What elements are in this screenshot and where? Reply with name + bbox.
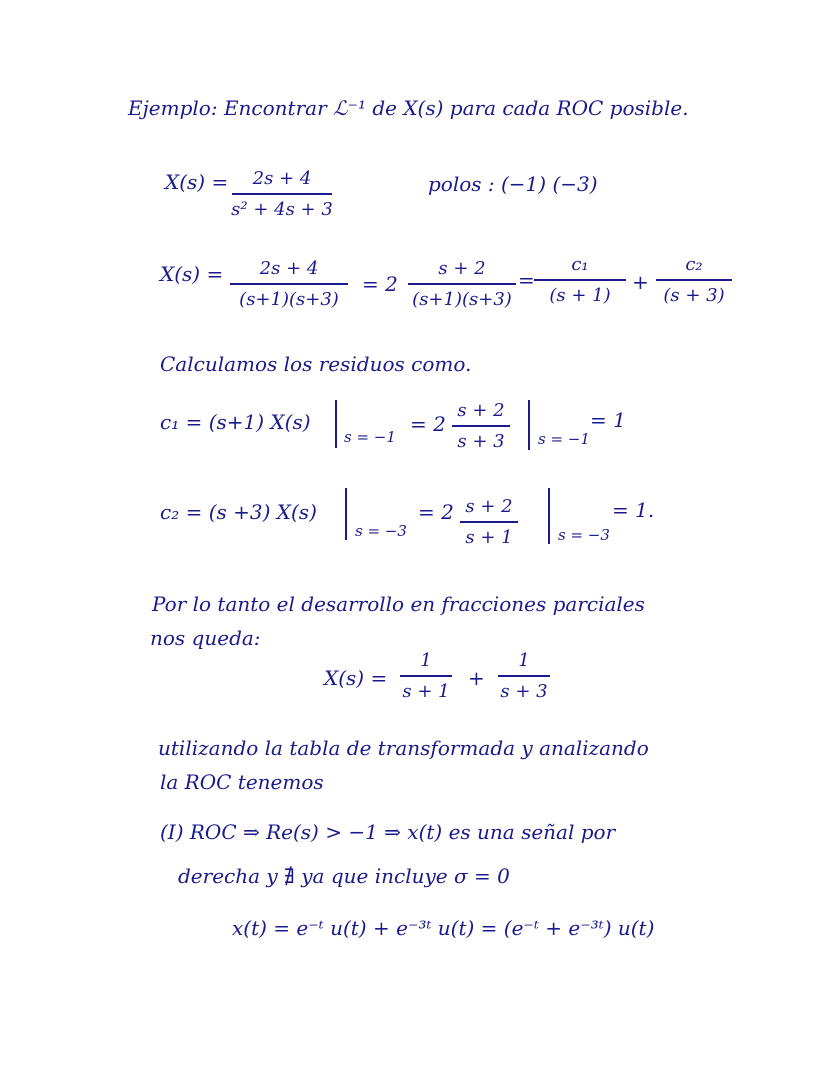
poles-text: polos : (−1) (−3) — [428, 172, 598, 196]
eq2-den2: (s+1)(s+3) — [412, 289, 512, 310]
evaluation-bar — [345, 488, 347, 540]
c2-result: = 1. — [612, 498, 655, 522]
eq2-den1: (s+1)(s+3) — [239, 289, 339, 310]
eq2-num3: c₁ — [571, 254, 589, 275]
fraction-bar — [400, 675, 452, 677]
c2-fraction — [460, 496, 518, 548]
intro-line: Ejemplo: Encontrar ℒ⁻¹ de X(s) para cada ROC posible. — [128, 96, 689, 120]
c2-sub2: s = −3 — [558, 526, 610, 544]
eq1-denominator: s² + 4s + 3 — [231, 199, 333, 220]
c2-num: s + 2 — [465, 496, 513, 517]
fraction-bar — [534, 279, 626, 281]
eq2-equals-2: = 2 — [362, 272, 398, 296]
fraction-bar — [460, 521, 518, 523]
case1-text-line-2: derecha y ∄ ya que incluye σ = 0 — [178, 864, 510, 888]
c2-equals-2: = 2 — [418, 500, 454, 524]
eq2-den3: (s + 1) — [549, 285, 611, 306]
eq2-num4: c₂ — [685, 254, 703, 275]
eq3-num2: 1 — [518, 650, 530, 671]
eq3-fraction-2 — [498, 650, 550, 702]
eq3-plus: + — [468, 666, 485, 690]
c1-den: s + 3 — [457, 431, 505, 452]
c2-sub1: s = −3 — [355, 522, 407, 540]
fraction-bar — [232, 193, 332, 195]
table-text-line-2: la ROC tenemos — [160, 770, 324, 794]
eq2-equals-3: = — [518, 268, 535, 292]
partial-text-line-1: Por lo tanto el desarrollo en fracciones parciales — [152, 592, 645, 616]
eq3-den1: s + 1 — [402, 681, 450, 702]
c1-equals-2: = 2 — [410, 412, 446, 436]
eq2-plus: + — [632, 270, 649, 294]
eq3-den2: s + 3 — [500, 681, 548, 702]
c1-sub1: s = −1 — [344, 428, 396, 446]
eq1-lhs: X(s) = — [165, 170, 229, 194]
c1-lhs: c₁ = (s+1) X(s) — [160, 410, 311, 434]
time-domain-result: x(t) = e⁻ᵗ u(t) + e⁻³ᵗ u(t) = (e⁻ᵗ + e⁻³ᵗ) u(t) — [232, 916, 655, 940]
eq3-num1: 1 — [420, 650, 432, 671]
fraction-bar — [656, 279, 732, 281]
fraction-bar — [452, 425, 510, 427]
c1-sub2: s = −1 — [538, 430, 590, 448]
eq2-fraction-4 — [656, 254, 732, 306]
c1-result: = 1 — [590, 408, 626, 432]
residues-text: Calculamos los residuos como. — [160, 352, 472, 376]
eq1-numerator: 2s + 4 — [252, 168, 312, 189]
c1-num: s + 2 — [457, 400, 505, 421]
eq3-lhs: X(s) = — [324, 666, 388, 690]
fraction-bar — [230, 283, 348, 285]
fraction-bar — [408, 283, 516, 285]
eq2-fraction-3 — [534, 254, 626, 306]
c1-fraction — [452, 400, 510, 452]
evaluation-bar — [528, 400, 530, 450]
eq2-lhs: X(s) = — [160, 262, 224, 286]
eq2-fraction-1 — [230, 258, 348, 310]
eq2-num2: s + 2 — [438, 258, 486, 279]
fraction-bar — [498, 675, 550, 677]
c2-den: s + 1 — [465, 527, 513, 548]
eq2-fraction-2 — [408, 258, 516, 310]
case1-text-line-1: (I) ROC ⇒ Re(s) > −1 ⇒ x(t) es una señal por — [160, 820, 616, 844]
c2-lhs: c₂ = (s +3) X(s) — [160, 500, 317, 524]
partial-text-line-2: nos queda: — [150, 626, 261, 650]
evaluation-bar — [548, 488, 550, 544]
eq2-num1: 2s + 4 — [259, 258, 319, 279]
eq3-fraction-1 — [400, 650, 452, 702]
eq2-den4: (s + 3) — [663, 285, 725, 306]
eq1-fraction — [232, 168, 332, 220]
table-text-line-1: utilizando la tabla de transformada y analizando — [158, 736, 649, 760]
evaluation-bar — [335, 400, 337, 448]
